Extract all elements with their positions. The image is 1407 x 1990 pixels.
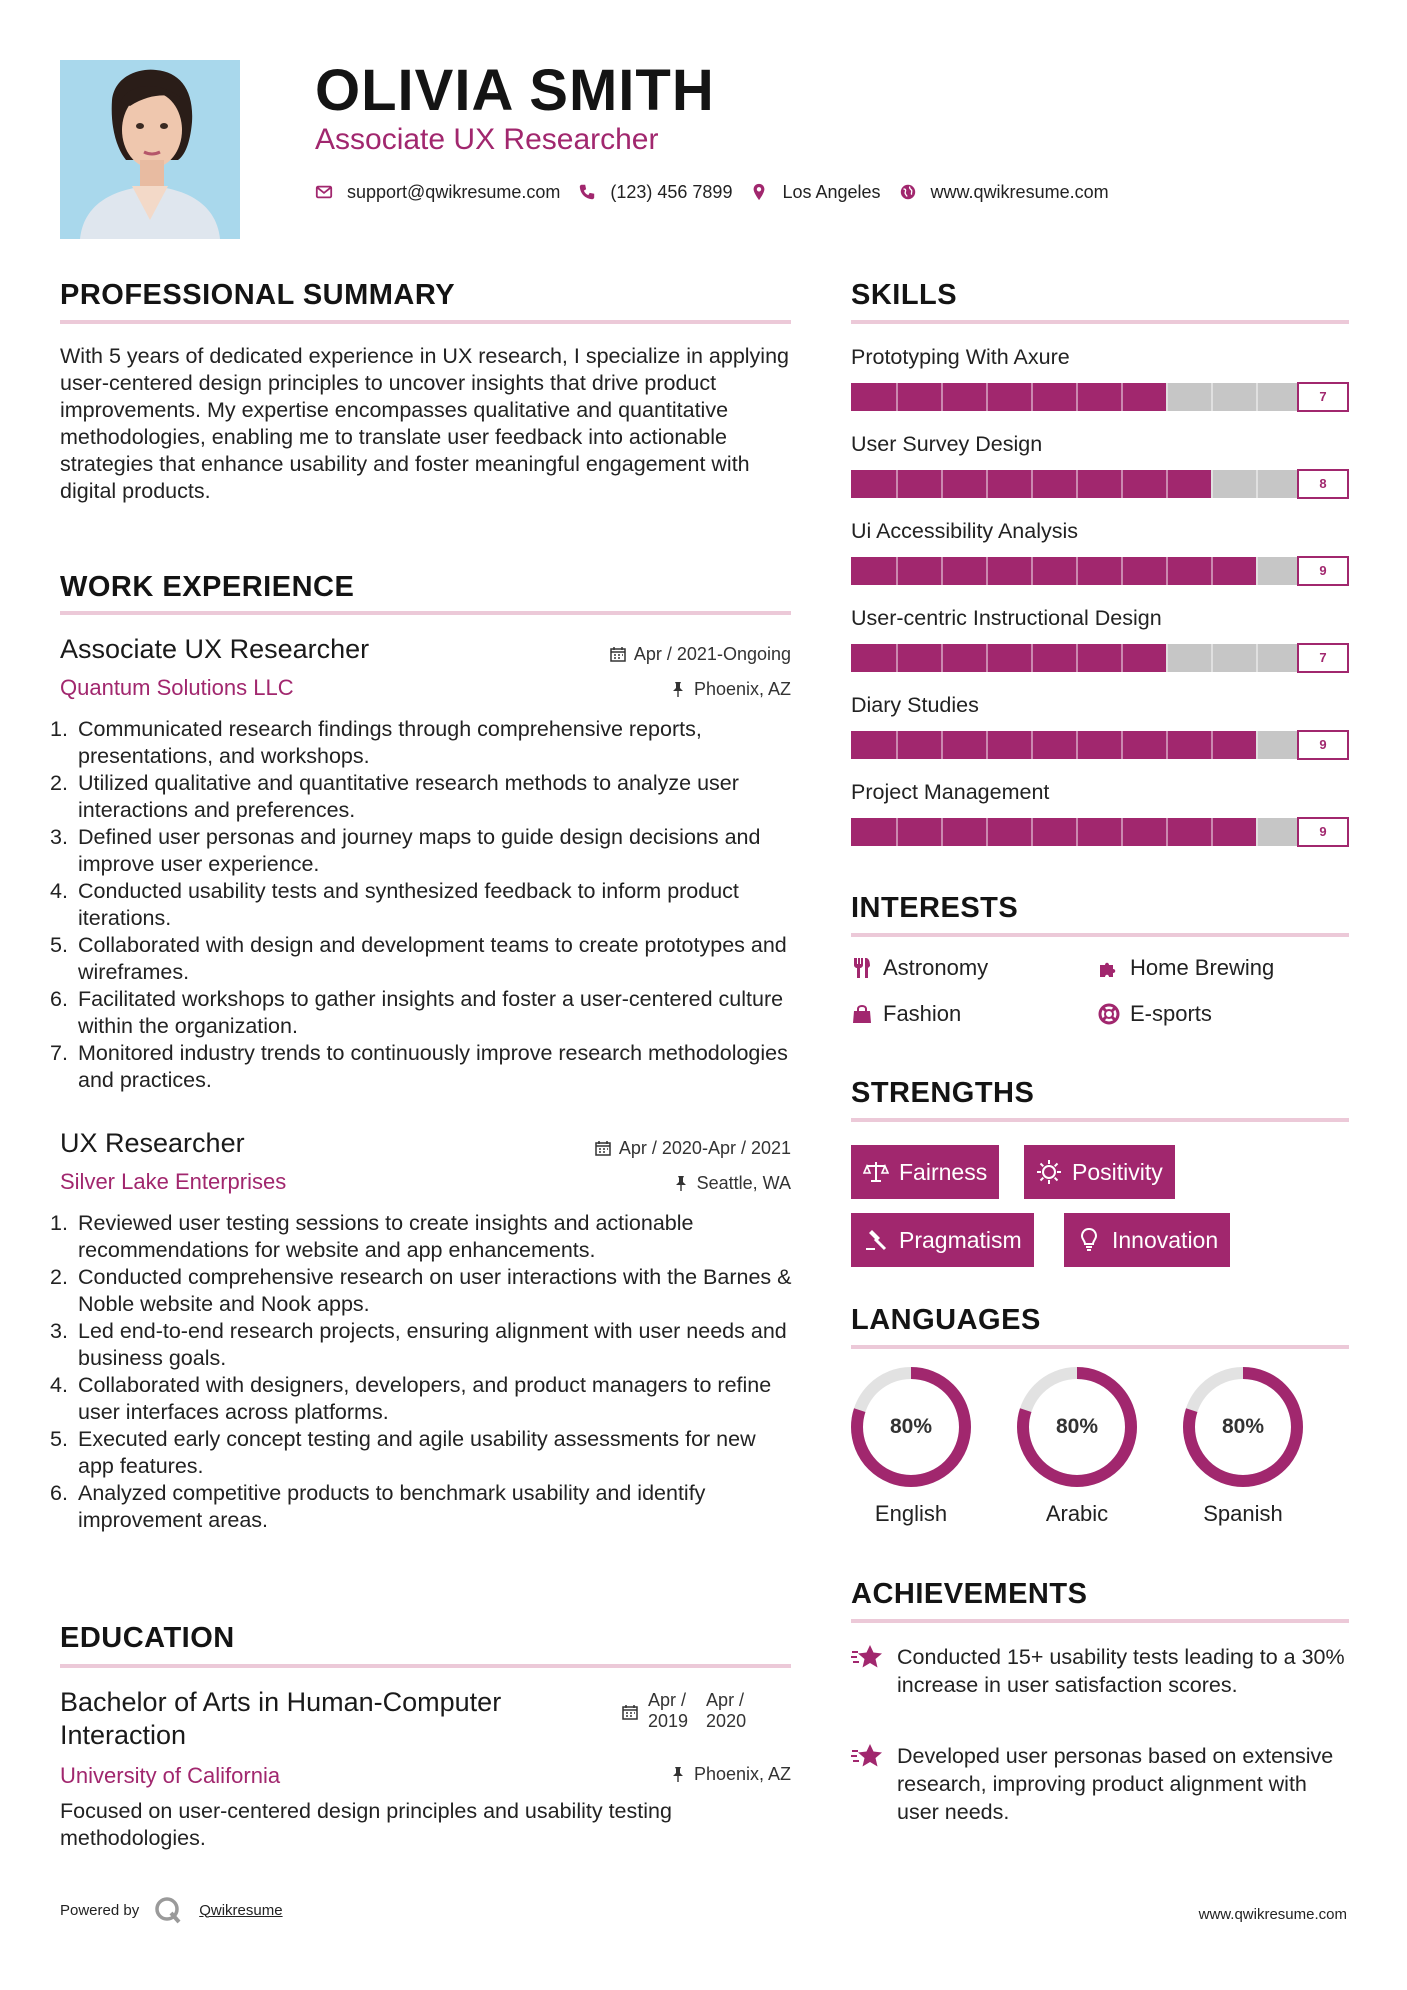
skill-bar-tick	[1076, 818, 1078, 846]
candidate-role: Associate UX Researcher	[315, 123, 659, 156]
list-item: 3. Defined user personas and journey maps to guide design decisions and improve user experience.	[50, 825, 761, 876]
list-item: 4. Conducted usability tests and synthesized feedback to inform product iterations.	[50, 879, 739, 930]
interests-heading: INTERESTS	[851, 892, 1019, 924]
school-name: University of California	[60, 1763, 281, 1788]
language-percent: 80%	[889, 1415, 933, 1438]
list-item: 1. Reviewed user testing sessions to create insights and actionable recommendations for website and app enhancements.	[50, 1211, 694, 1262]
skill-label: Diary Studies	[851, 693, 979, 717]
skill-bar-tick	[1256, 818, 1258, 846]
skill-bar-tick	[1211, 383, 1213, 411]
skill-score: 9	[1297, 817, 1349, 847]
list-item: 1. Communicated research findings through comprehensive reports, presentations, and workshops.	[50, 717, 702, 768]
interests-rule	[851, 933, 1349, 937]
job-company: Silver Lake Enterprises	[60, 1169, 287, 1194]
interest-e-sports: E-sports	[1098, 1001, 1212, 1027]
skill-bar-tick	[1256, 557, 1258, 585]
pushpin-icon	[673, 1175, 689, 1191]
skill-bar-tick	[986, 731, 988, 759]
balance-scale-icon	[863, 1159, 889, 1185]
calendar-icon	[595, 1140, 611, 1156]
skill-bar-fill	[851, 818, 1256, 846]
skill-bar-tick	[1076, 470, 1078, 498]
skill-bar-tick	[896, 818, 898, 846]
skill-bar-tick	[896, 470, 898, 498]
job-company: Quantum Solutions LLC	[60, 675, 294, 700]
job-title: Associate UX Researcher	[60, 634, 370, 664]
skill-bar-tick	[896, 383, 898, 411]
achievements-heading: ACHIEVEMENTS	[851, 1578, 1088, 1610]
contact-email[interactable]	[315, 182, 560, 203]
list-item: 5. Executed early concept testing and agile usability assessments for new app features.	[50, 1427, 756, 1478]
summary-text: With 5 years of dedicated experience in UX research, I specialize in applying user-centered design principles to uncover insights that drive product improvements. My expertise encompasses qualitative and quantitative methodologies, enabling me to translate user feedback into actionable strategies that enhance usability and foster meaningful engagement with digital products.	[60, 344, 789, 503]
job-title: UX Researcher	[60, 1128, 245, 1158]
calendar-icon	[610, 646, 626, 662]
qwikresume-logo-icon	[153, 1895, 183, 1925]
contact-location	[750, 182, 880, 203]
achievement-item: Conducted 15+ usability tests leading to a 30% increase in user satisfaction scores.	[851, 1643, 1351, 1699]
language-name: Spanish	[1203, 1501, 1283, 1526]
list-item: 5. Collaborated with design and development teams to create prototypes and wireframes.	[50, 933, 787, 984]
skill-bar-tick	[896, 644, 898, 672]
list-item: 6. Facilitated workshops to gather insights and foster a user-centered culture within the organization.	[50, 987, 784, 1038]
skill-bar-tick	[1076, 731, 1078, 759]
skill-label: Ui Accessibility Analysis	[851, 519, 1079, 543]
skill-bar-tick	[1211, 644, 1213, 672]
skill-bar	[851, 383, 1301, 411]
job-location	[670, 678, 791, 700]
job-location-text: Seattle, WA	[696, 1173, 791, 1193]
education-location-text: Phoenix, AZ	[693, 1764, 791, 1784]
achievement-item: Developed user personas based on extensive research, improving product alignment with user needs.	[851, 1742, 1351, 1826]
skill-bar-tick	[941, 644, 943, 672]
contact-bar	[315, 178, 1127, 206]
skill-bar-tick	[1076, 383, 1078, 411]
sun-icon	[1036, 1159, 1062, 1185]
language-percent: 80%	[1055, 1415, 1099, 1438]
skill-bar-tick	[941, 818, 943, 846]
skill-bar-tick	[1211, 470, 1213, 498]
skill-bar-tick	[896, 557, 898, 585]
languages-rule	[851, 1345, 1349, 1349]
footer-site[interactable]: www.qwikresume.com	[1198, 1906, 1347, 1923]
skill-bar-fill	[851, 557, 1256, 585]
job-bullets	[50, 716, 795, 1094]
summary-heading: PROFESSIONAL SUMMARY	[60, 279, 456, 311]
job-dates-text: Apr / 2021-Ongoing	[633, 644, 791, 664]
education-rule	[60, 1664, 791, 1668]
achievements-rule	[851, 1619, 1349, 1623]
skill-label: User-centric Instructional Design	[851, 606, 1162, 630]
skill-label: Project Management	[851, 780, 1050, 804]
skill-bar	[851, 470, 1301, 498]
strengths-heading: STRENGTHS	[851, 1077, 1035, 1109]
skill-bar-tick	[1211, 731, 1213, 759]
puzzle-icon	[1098, 957, 1120, 979]
skill-bar-tick	[941, 557, 943, 585]
skill-score: 7	[1297, 643, 1349, 673]
languages-heading: LANGUAGES	[851, 1304, 1041, 1336]
contact-phone[interactable]	[578, 182, 732, 203]
education-end: Apr / 2020	[706, 1690, 747, 1731]
lightbulb-icon	[1076, 1227, 1102, 1253]
skill-bar	[851, 818, 1301, 846]
language-name: English	[874, 1501, 948, 1526]
job-dates-text: Apr / 2020-Apr / 2021	[618, 1138, 791, 1158]
language-item	[1015, 1365, 1139, 1526]
skill-bar-tick	[896, 731, 898, 759]
strength-innovation: Innovation	[1064, 1213, 1230, 1267]
skill-bar-tick	[941, 731, 943, 759]
skill-bar-tick	[986, 557, 988, 585]
education-heading: EDUCATION	[60, 1622, 235, 1654]
list-item: 4. Collaborated with designers, developers, and product managers to refine user interfaces across platforms.	[50, 1373, 772, 1424]
language-name: Arabic	[1045, 1501, 1109, 1526]
powered-by: Powered by Qwikresume	[60, 1895, 283, 1925]
skill-bar-tick	[1166, 731, 1168, 759]
language-item	[1181, 1365, 1305, 1526]
language-item	[849, 1365, 973, 1526]
education-location	[670, 1763, 791, 1785]
skill-bar-tick	[1166, 470, 1168, 498]
experience-rule	[60, 611, 791, 615]
gavel-icon	[863, 1227, 889, 1253]
skill-bar-tick	[986, 644, 988, 672]
skill-bar	[851, 644, 1301, 672]
degree-title: Bachelor of Arts in Human-Computer Interaction	[60, 1687, 502, 1750]
pushpin-icon	[670, 681, 686, 697]
skill-bar-tick	[1121, 470, 1123, 498]
brand-link[interactable]: Qwikresume	[199, 1901, 283, 1919]
job-location	[673, 1172, 791, 1194]
skill-bar-tick	[986, 383, 988, 411]
job-dates	[610, 643, 791, 665]
education-start: Apr / 2019	[648, 1690, 689, 1731]
list-item: 3. Led end-to-end research projects, ensuring alignment with user needs and business goals.	[50, 1319, 787, 1370]
envelope-icon	[315, 183, 333, 201]
shopping-bag-icon	[851, 1003, 873, 1025]
list-item: 2. Conducted comprehensive research on user interactions with the Barnes & Noble website and Nook apps.	[50, 1265, 792, 1316]
skills-rule	[851, 320, 1349, 324]
skill-score: 9	[1297, 730, 1349, 760]
skill-bar-fill	[851, 731, 1256, 759]
skill-bar	[851, 731, 1301, 759]
skill-bar-tick	[1166, 557, 1168, 585]
skill-bar-tick	[1076, 557, 1078, 585]
skill-bar-tick	[1031, 557, 1033, 585]
strength-positivity: Positivity	[1024, 1145, 1175, 1199]
skill-bar-fill	[851, 383, 1166, 411]
contact-email-text: support@qwikresume.com	[347, 181, 561, 202]
language-percent: 80%	[1221, 1415, 1265, 1438]
education-dates	[622, 1690, 764, 1732]
skill-bar-tick	[1166, 818, 1168, 846]
candidate-name: OLIVIA SMITH	[315, 58, 715, 123]
skill-bar-tick	[1121, 731, 1123, 759]
skill-bar-tick	[941, 470, 943, 498]
skill-bar-tick	[1031, 644, 1033, 672]
skill-bar-tick	[1166, 383, 1168, 411]
contact-website[interactable]	[899, 182, 1109, 203]
skill-bar-tick	[1166, 644, 1168, 672]
skill-bar-tick	[1256, 644, 1258, 672]
skill-bar-tick	[1031, 470, 1033, 498]
contact-location-text: Los Angeles	[782, 181, 881, 202]
utensils-icon	[851, 957, 873, 979]
skill-bar-tick	[986, 470, 988, 498]
skill-score: 8	[1297, 469, 1349, 499]
job-bullets	[50, 1210, 795, 1534]
star-badge-icon	[851, 1643, 885, 1671]
skill-bar-tick	[1256, 470, 1258, 498]
profile-photo	[60, 60, 240, 239]
skill-bar-tick	[1256, 731, 1258, 759]
job-dates	[595, 1137, 791, 1159]
skill-bar-tick	[1121, 557, 1123, 585]
skill-bar-tick	[1256, 383, 1258, 411]
education-description: Focused on user-centered design principles and usability testing methodologies.	[60, 1799, 672, 1850]
skill-bar-tick	[941, 383, 943, 411]
list-item: 6. Analyzed competitive products to benchmark usability and identify improvement areas.	[50, 1481, 706, 1532]
list-item: 2. Utilized qualitative and quantitative research methods to analyze user interactions and preferences.	[50, 771, 739, 822]
skill-bar	[851, 557, 1301, 585]
skill-bar-tick	[1031, 731, 1033, 759]
lifebuoy-icon	[1098, 1003, 1120, 1025]
skill-score: 7	[1297, 382, 1349, 412]
contact-phone-text: (123) 456 7899	[610, 181, 733, 202]
summary-rule	[60, 320, 791, 324]
skill-label: User Survey Design	[851, 432, 1043, 456]
skill-bar-tick	[986, 818, 988, 846]
interest-astronomy: Astronomy	[851, 955, 988, 981]
list-item: 7. Monitored industry trends to continuously improve research methodologies and practices.	[50, 1041, 788, 1092]
skill-score: 9	[1297, 556, 1349, 586]
skill-label: Prototyping With Axure	[851, 345, 1070, 369]
job-location-text: Phoenix, AZ	[693, 679, 791, 699]
pushpin-icon	[670, 1766, 686, 1782]
skill-bar-fill	[851, 644, 1166, 672]
skill-bar-tick	[1031, 383, 1033, 411]
skill-bar-tick	[1076, 644, 1078, 672]
skill-bar-tick	[1211, 818, 1213, 846]
strength-fairness: Fairness	[851, 1145, 999, 1199]
interest-fashion: Fashion	[851, 1001, 961, 1027]
skills-heading: SKILLS	[851, 279, 958, 311]
skill-bar-tick	[1211, 557, 1213, 585]
skill-bar-tick	[1121, 818, 1123, 846]
skill-bar-tick	[1031, 818, 1033, 846]
map-pin-icon	[750, 183, 768, 201]
skill-bar-tick	[1121, 644, 1123, 672]
calendar-icon	[622, 1704, 638, 1720]
strength-pragmatism: Pragmatism	[851, 1213, 1034, 1267]
interest-home-brewing: Home Brewing	[1098, 955, 1274, 981]
experience-heading: WORK EXPERIENCE	[60, 571, 355, 603]
contact-website-text: www.qwikresume.com	[930, 181, 1109, 202]
star-badge-icon	[851, 1742, 885, 1770]
skill-bar-tick	[1121, 383, 1123, 411]
phone-icon	[578, 183, 596, 201]
globe-icon	[899, 183, 917, 201]
strengths-rule	[851, 1118, 1349, 1122]
